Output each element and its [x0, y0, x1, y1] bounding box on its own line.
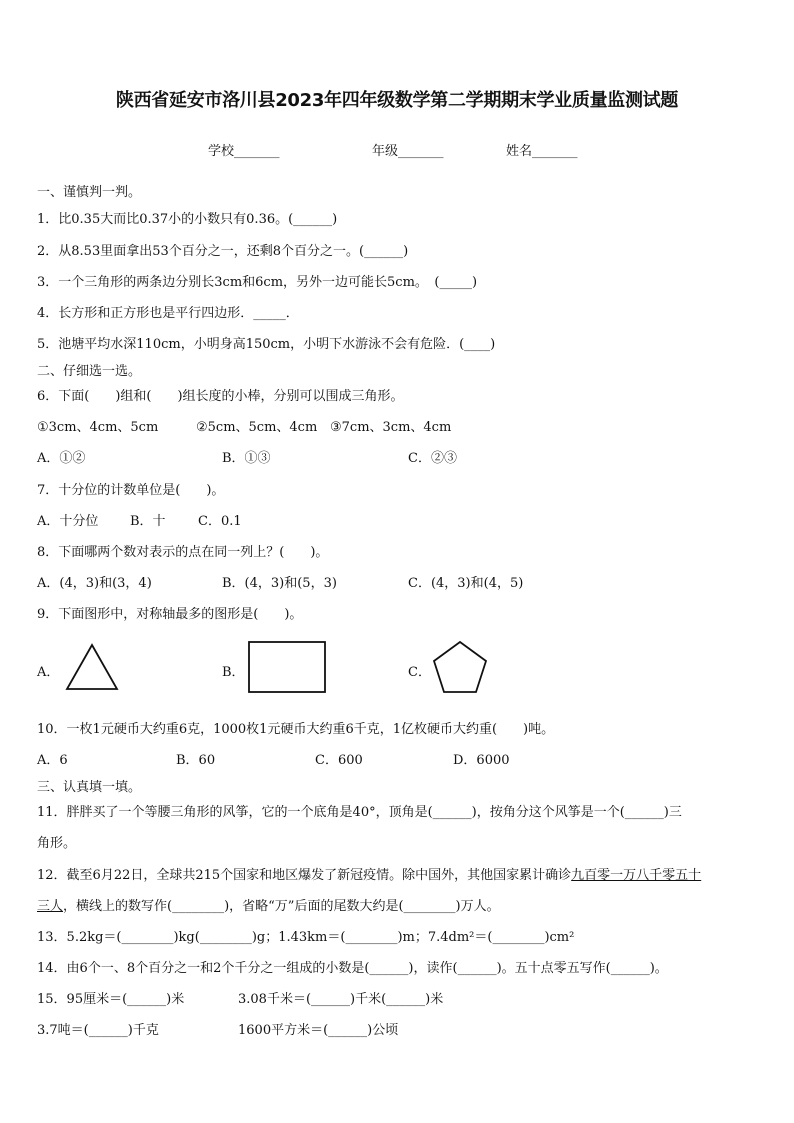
- question-7-stem: 7．十分位的计数单位是( )。: [37, 483, 225, 498]
- rectangle-figure: [247, 640, 327, 694]
- question-15-a: 15．95厘米＝(______)米: [37, 992, 185, 1007]
- q7-option-c: C．0.1: [198, 514, 242, 529]
- question-15-c: 3.7吨＝(______)千克: [37, 1023, 159, 1038]
- section-3-heading: 三、认真填一填。: [37, 780, 142, 795]
- question-4: 4．长方形和正方形也是平行四边形．_____．: [37, 306, 299, 321]
- section-2-heading: 二、仔细选一选。: [37, 364, 142, 379]
- q9-option-c: C．: [408, 665, 431, 680]
- q10-option-d: D．6000: [453, 753, 510, 768]
- q10-option-b: B．60: [176, 753, 216, 768]
- q6-option-b: B．①③: [222, 451, 271, 466]
- q9-option-b: B．: [222, 665, 245, 680]
- q6-group-1: ①3cm、4cm、5cm: [37, 420, 159, 435]
- question-11-line-2: 角形。: [37, 836, 77, 851]
- q7-option-a: A．十分位: [37, 514, 99, 529]
- q6-group-2: ②5cm、5cm、4cm: [196, 420, 318, 435]
- question-5: 5．池塘平均水深110cm，小明身高150cm，小明下水游泳不会有危险．(____): [37, 337, 496, 352]
- question-14: 14．由6个一、8个百分之一和2个千分之一组成的小数是(______)，读作(______)。五十点零五写作(______)。: [37, 961, 668, 976]
- question-12-line-2: [37, 895, 500, 914]
- question-8-stem: 8．下面哪两个数对表示的点在同一列上？( )。: [37, 545, 329, 560]
- pentagon-figure: [430, 639, 490, 695]
- question-13: 13．5.2kg＝(________)kg(________)g；1.43km＝(________)m；7.4dm²＝(________)cm²: [37, 930, 575, 945]
- q8-option-b: B．(4，3)和(5，3): [222, 576, 337, 591]
- section-1-heading: 一、谨慎判一判。: [37, 185, 142, 200]
- triangle-figure: [64, 642, 120, 692]
- q6-option-c: C．②③: [408, 451, 457, 466]
- grade-field: 年级_______: [372, 144, 444, 159]
- q12-text-b: ，横线上的数写作(________)，省略“万”后面的尾数大约是(________)万人。: [63, 899, 500, 914]
- q6-group-3: ③7cm、3cm、4cm: [330, 420, 452, 435]
- question-12-line-1: [37, 864, 701, 883]
- question-6-stem: 6．下面( )组和( )组长度的小棒，分别可以围成三角形。: [37, 389, 404, 404]
- q6-option-a: A．①②: [37, 451, 86, 466]
- q10-option-a: A．6: [37, 753, 68, 768]
- q8-option-c: C．(4，3)和(4，5): [408, 576, 524, 591]
- question-2: 2．从8.53里面拿出53个百分之一，还剩8个百分之一。(______): [37, 244, 409, 259]
- question-9-stem: 9．下面图形中，对称轴最多的图形是( )。: [37, 607, 303, 622]
- q12-underlined-number: 九百零一万八千零五十: [571, 868, 702, 883]
- question-3: 3．一个三角形的两条边分别长3cm和6cm，另外一边可能长5cm。 (_____): [37, 275, 478, 290]
- name-field: 姓名_______: [506, 144, 578, 159]
- question-11-line-1: 11．胖胖买了一个等腰三角形的风筝，它的一个底角是40°，顶角是(______)，按角分这个风筝是一个(______)三: [37, 805, 682, 820]
- q7-option-b: B．十: [130, 514, 166, 529]
- q9-option-a: A．: [37, 665, 60, 680]
- q10-option-c: C．600: [315, 753, 363, 768]
- school-field: 学校_______: [208, 144, 280, 159]
- question-1: 1．比0.35大而比0.37小的小数只有0.36。(______): [37, 212, 338, 227]
- q12-text-a: 12．截至6月22日，全球共215个国家和地区爆发了新冠疫情。除中国外，其他国家累计确诊: [37, 868, 572, 883]
- question-15-d: 1600平方米＝(______)公顷: [238, 1023, 399, 1038]
- q8-option-a: A．(4，3)和(3，4): [37, 576, 152, 591]
- question-10-stem: 10．一枚1元硬币大约重6克，1000枚1元硬币大约重6千克，1亿枚硬币大约重( )吨。: [37, 722, 555, 737]
- q12-underlined-number-end: 三人: [37, 899, 64, 914]
- page-title: 陕西省延安市洛川县2023年四年级数学第二学期期末学业质量监测试题: [115, 90, 679, 111]
- question-15-b: 3.08千米＝(______)千米(______)米: [238, 992, 444, 1007]
